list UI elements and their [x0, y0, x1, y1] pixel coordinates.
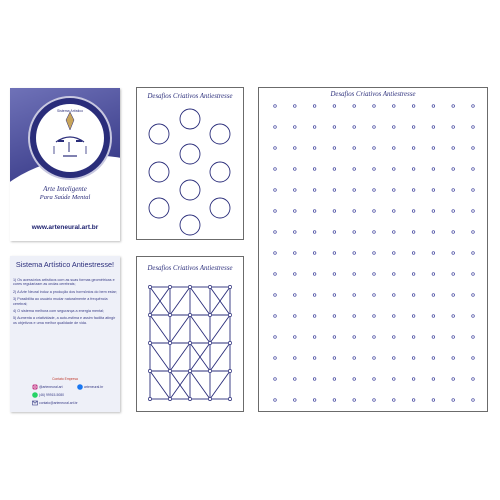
grid-dot: [333, 378, 336, 381]
grid-dot: [353, 189, 356, 192]
info-item: 2) A Arte Neural induz a produção dos hormônios do bem estar;: [13, 289, 117, 294]
grid-dot: [294, 294, 297, 297]
line-pattern: [137, 257, 245, 413]
grid-dot: [333, 315, 336, 318]
grid-dot: [393, 210, 396, 213]
grid-dot: [432, 210, 435, 213]
grid-dot: [393, 147, 396, 150]
grid-dot: [294, 147, 297, 150]
grid-dot: [412, 378, 415, 381]
grid-dot: [452, 168, 455, 171]
dot-grid: [259, 88, 489, 413]
grid-dot: [353, 336, 356, 339]
grid-dot: [412, 210, 415, 213]
grid-dot: [274, 399, 277, 402]
grid-dot: [452, 336, 455, 339]
grid-dot: [353, 168, 356, 171]
grid-dot: [294, 399, 297, 402]
grid-dot: [452, 252, 455, 255]
grid-dot: [313, 336, 316, 339]
grid-dot: [393, 126, 396, 129]
grid-dot: [333, 336, 336, 339]
grid-dot: [393, 105, 396, 108]
grid-dot: [294, 378, 297, 381]
grid-dot: [353, 105, 356, 108]
grid-dot: [472, 378, 475, 381]
grid-dot: [313, 231, 316, 234]
circles-sheet-title: Desafios Criativos Antiestresse: [147, 93, 233, 100]
grid-dot: [393, 252, 396, 255]
grid-dot: [353, 294, 356, 297]
grid-dot: [373, 378, 376, 381]
grid-dot: [313, 378, 316, 381]
grid-dot: [472, 252, 475, 255]
grid-dot: [412, 168, 415, 171]
tagline-2: Para Saúde Mental: [39, 194, 91, 201]
grid-dot: [452, 126, 455, 129]
grid-dot: [452, 231, 455, 234]
grid-dot: [452, 210, 455, 213]
grid-dot: [313, 126, 316, 129]
grid-dot: [333, 168, 336, 171]
grid-dot: [412, 294, 415, 297]
ring-bottom-text: Arte Neural: [58, 163, 82, 168]
grid-dot: [294, 273, 297, 276]
grid-dot: [373, 315, 376, 318]
grid-dot: [294, 315, 297, 318]
grid-dot: [373, 252, 376, 255]
grid-dot: [353, 399, 356, 402]
grid-dot: [333, 231, 336, 234]
grid-dot: [313, 273, 316, 276]
grid-dot: [432, 105, 435, 108]
grid-dot: [472, 189, 475, 192]
grid-dot: [313, 168, 316, 171]
grid-dot: [274, 273, 277, 276]
grid-dot: [472, 126, 475, 129]
grid-dot: [313, 189, 316, 192]
grid-dot: [393, 399, 396, 402]
grid-dot: [333, 399, 336, 402]
grid-dot: [452, 399, 455, 402]
grid-dot: [432, 315, 435, 318]
grid-dot: [452, 105, 455, 108]
grid-dot: [373, 147, 376, 150]
grid-dot: [452, 189, 455, 192]
dot-grid-sheet-title: Desafios Criativos Antiestresse: [330, 91, 416, 98]
grid-dot: [274, 147, 277, 150]
grid-dot: [412, 315, 415, 318]
grid-dot: [313, 105, 316, 108]
grid-dot: [412, 273, 415, 276]
grid-dot: [412, 189, 415, 192]
grid-dot: [353, 231, 356, 234]
grid-dot: [274, 210, 277, 213]
grid-dot: [393, 336, 396, 339]
grid-dot: [294, 210, 297, 213]
grid-dot: [274, 336, 277, 339]
grid-dot: [432, 252, 435, 255]
grid-dot: [333, 357, 336, 360]
grid-dot: [373, 273, 376, 276]
grid-dot: [373, 399, 376, 402]
grid-dot: [472, 210, 475, 213]
grid-dot: [393, 231, 396, 234]
info-item: 1) Os acessórios artísticos com as suas formas geométricas e cores regularizam as ondas cerebrais;: [13, 278, 115, 287]
grid-dot: [393, 273, 396, 276]
grid-dot: [412, 336, 415, 339]
grid-dot: [274, 126, 277, 129]
grid-dot: [373, 294, 376, 297]
grid-dot: [412, 231, 415, 234]
grid-dot: [472, 168, 475, 171]
whatsapp-icon: [32, 392, 38, 398]
grid-dot: [313, 147, 316, 150]
grid-dot: [432, 273, 435, 276]
grid-dot: [353, 210, 356, 213]
grid-dot: [393, 378, 396, 381]
grid-dot: [294, 168, 297, 171]
contact-label: Contato Empresa: [52, 377, 78, 381]
grid-dot: [333, 210, 336, 213]
grid-dot: [373, 357, 376, 360]
grid-dot: [274, 189, 277, 192]
grid-dot: [294, 105, 297, 108]
grid-dot: [373, 126, 376, 129]
grid-dot: [353, 273, 356, 276]
grid-dot: [393, 315, 396, 318]
whatsapp-number: (46) 99915-5080: [39, 393, 65, 397]
grid-dot: [393, 168, 396, 171]
info-card: [10, 256, 120, 412]
grid-dot: [274, 168, 277, 171]
grid-dot: [313, 252, 316, 255]
grid-dot: [412, 252, 415, 255]
grid-dot: [472, 399, 475, 402]
grid-dot: [294, 231, 297, 234]
grid-dot: [432, 336, 435, 339]
grid-dot: [472, 273, 475, 276]
grid-dot: [333, 294, 336, 297]
grid-dot: [472, 294, 475, 297]
grid-dot: [353, 147, 356, 150]
grid-dot: [472, 336, 475, 339]
instagram-icon: [32, 384, 38, 390]
grid-dot: [432, 231, 435, 234]
grid-dot: [373, 189, 376, 192]
grid-dot: [313, 294, 316, 297]
grid-dot: [333, 252, 336, 255]
grid-dot: [432, 126, 435, 129]
grid-dot: [432, 378, 435, 381]
grid-dot: [274, 105, 277, 108]
grid-dot: [274, 315, 277, 318]
grid-dot: [393, 357, 396, 360]
grid-dot: [313, 315, 316, 318]
grid-dot: [412, 399, 415, 402]
tagline-1: Arte Inteligente: [43, 185, 87, 193]
grid-dot: [313, 210, 316, 213]
info-heading: Sistema Artístico Antiestresse!: [15, 260, 115, 269]
grid-dot: [294, 126, 297, 129]
grid-dot: [294, 357, 297, 360]
grid-dot: [313, 357, 316, 360]
instagram-handle: @arteneural.art: [39, 385, 63, 389]
grid-dot: [452, 294, 455, 297]
info-item: 5) Aumenta a criatividade, a auto-estima e assim facilita atingir os objetivos e uma melhor qualidade de vida.: [13, 316, 116, 325]
grid-dot: [412, 357, 415, 360]
grid-dot: [432, 147, 435, 150]
lines-sheet-title: Desafios Criativos Antiestresse: [147, 265, 233, 272]
grid-dot: [432, 168, 435, 171]
grid-dot: [472, 147, 475, 150]
ring-top-text: Sistema Artístico: [56, 109, 84, 113]
website-url: www.arteneural.art.br: [31, 224, 99, 231]
grid-dot: [353, 378, 356, 381]
grid-dot: [393, 294, 396, 297]
grid-dot: [412, 105, 415, 108]
grid-dot: [333, 147, 336, 150]
info-list: [13, 278, 117, 328]
grid-dot: [294, 189, 297, 192]
grid-dot: [472, 315, 475, 318]
email-icon: [32, 400, 38, 406]
grid-dot: [393, 189, 396, 192]
grid-dot: [472, 231, 475, 234]
circles-sheet: [136, 87, 244, 240]
grid-dot: [432, 189, 435, 192]
grid-dot: [412, 147, 415, 150]
grid-dot: [333, 273, 336, 276]
grid-dot: [274, 357, 277, 360]
grid-dot: [452, 273, 455, 276]
grid-dot: [353, 315, 356, 318]
grid-dot: [452, 315, 455, 318]
grid-dot: [333, 126, 336, 129]
grid-dot: [373, 210, 376, 213]
grid-dot: [274, 252, 277, 255]
grid-dot: [313, 399, 316, 402]
lines-sheet: [136, 256, 244, 412]
grid-dot: [412, 126, 415, 129]
grid-dot: [353, 126, 356, 129]
grid-dot: [333, 189, 336, 192]
grid-dot: [452, 147, 455, 150]
grid-dot: [373, 336, 376, 339]
grid-dot: [373, 105, 376, 108]
face-logo-icon: [36, 104, 104, 172]
grid-dot: [294, 252, 297, 255]
info-item: 3) Possibilita ao usuário mudar naturalmente a frequência cerebral;: [13, 297, 108, 306]
info-item: 4) O sistema melhora com segurança a energia mental;: [13, 309, 105, 314]
grid-dot: [432, 357, 435, 360]
grid-dot: [373, 168, 376, 171]
facebook-icon: [77, 384, 83, 390]
grid-dot: [472, 105, 475, 108]
grid-dot: [432, 294, 435, 297]
grid-dot: [373, 231, 376, 234]
grid-dot: [333, 105, 336, 108]
grid-dot: [452, 357, 455, 360]
facebook-handle: arteneural.br: [84, 385, 104, 389]
grid-dot: [472, 357, 475, 360]
grid-dot: [274, 231, 277, 234]
email-address: contato@arteneural.art.br: [39, 401, 78, 405]
grid-dot: [294, 336, 297, 339]
logo-card: [10, 88, 120, 241]
circle-pattern: [137, 88, 245, 241]
grid-dot: [274, 378, 277, 381]
grid-dot: [432, 399, 435, 402]
grid-dot: [353, 357, 356, 360]
dot-grid-sheet: [258, 87, 488, 412]
grid-dot: [452, 378, 455, 381]
grid-dot: [353, 252, 356, 255]
grid-dot: [274, 294, 277, 297]
